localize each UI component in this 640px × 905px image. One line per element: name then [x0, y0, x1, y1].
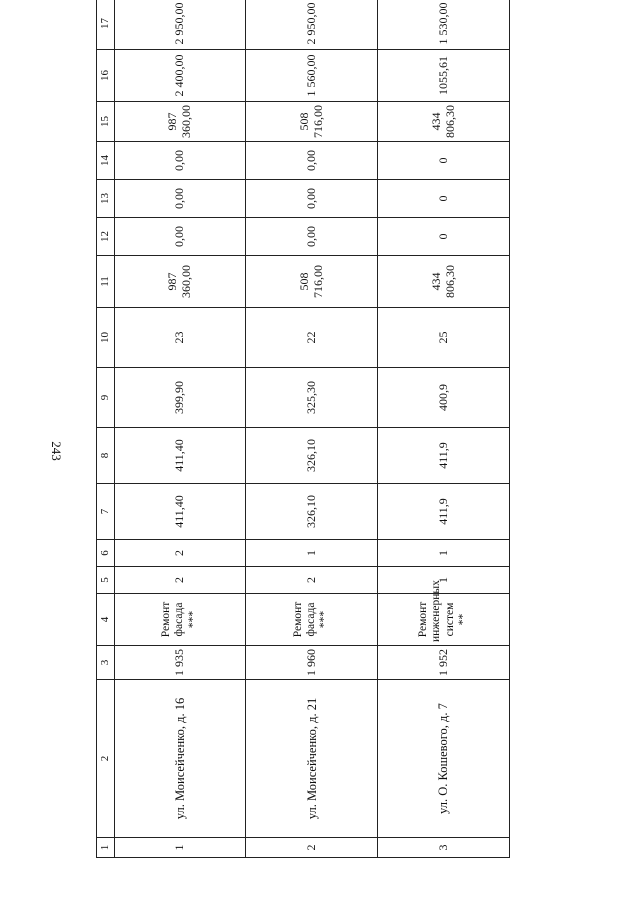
row-number: 2	[246, 838, 378, 858]
address-cell: ул. Моисейченко, д. 21	[246, 680, 378, 838]
value-cell: 326,10	[246, 428, 378, 484]
value-cell: 411,9	[378, 428, 510, 484]
col-header: 14	[97, 142, 115, 180]
value-cell: 1	[378, 540, 510, 567]
value-cell: 0	[378, 142, 510, 180]
col-header: 1	[97, 838, 115, 858]
header-row	[97, 0, 115, 858]
col-header: 10	[97, 308, 115, 368]
value-cell: 2 950,00	[246, 0, 378, 50]
value-cell: 2	[114, 567, 246, 594]
col-header: 8	[97, 428, 115, 484]
value-cell: 411,9	[378, 484, 510, 540]
value-cell: 1 560,00	[246, 50, 378, 102]
value-cell: 2 950,00	[114, 0, 246, 50]
value-cell: 0,00	[114, 218, 246, 256]
value-cell: 508 716,00	[246, 256, 378, 308]
value-cell: 434 806,30	[378, 256, 510, 308]
value-cell: 1	[246, 540, 378, 567]
value-cell: 0,00	[246, 142, 378, 180]
col-header: 5	[97, 567, 115, 594]
work-type-cell: Ремонт инженерных систем **	[378, 594, 510, 646]
table-row	[114, 0, 246, 858]
value-cell: 2	[114, 540, 246, 567]
address-cell: ул. Моисейченко, д. 16	[114, 680, 246, 838]
value-cell: 0,00	[246, 180, 378, 218]
value-cell: 0,00	[114, 180, 246, 218]
repair-program-table	[96, 0, 510, 858]
address-cell: ул. О. Кошевого, д. 7	[378, 680, 510, 838]
value-cell: 411,40	[114, 484, 246, 540]
col-header: 7	[97, 484, 115, 540]
row-number: 1	[114, 838, 246, 858]
value-cell: 1055,61	[378, 50, 510, 102]
value-cell: 0	[378, 180, 510, 218]
value-cell: 1	[378, 567, 510, 594]
value-cell: 400,9	[378, 368, 510, 428]
col-header: 6	[97, 540, 115, 567]
col-header: 15	[97, 102, 115, 142]
col-header: 2	[97, 680, 115, 838]
value-cell: 325,30	[246, 368, 378, 428]
value-cell: 399,90	[114, 368, 246, 428]
value-cell: 22	[246, 308, 378, 368]
col-header: 12	[97, 218, 115, 256]
value-cell: 508 716,00	[246, 102, 378, 142]
page-number: 243	[49, 441, 64, 461]
col-header: 3	[97, 646, 115, 680]
value-cell: 0,00	[114, 142, 246, 180]
value-cell: 0	[378, 218, 510, 256]
value-cell: 411,40	[114, 428, 246, 484]
col-header: 4	[97, 594, 115, 646]
table-row	[378, 0, 510, 858]
work-type-cell: Ремонт фасада ***	[114, 594, 246, 646]
value-cell: 987 360,00	[114, 102, 246, 142]
value-cell: 0,00	[246, 218, 378, 256]
col-header: 13	[97, 180, 115, 218]
rotated-table-container	[96, 2, 510, 858]
value-cell: 326,10	[246, 484, 378, 540]
row-number: 3	[378, 838, 510, 858]
year-cell: 1 952	[378, 646, 510, 680]
value-cell: 25	[378, 308, 510, 368]
work-type-cell: Ремонт фасада ***	[246, 594, 378, 646]
year-cell: 1 935	[114, 646, 246, 680]
value-cell: 434 806,30	[378, 102, 510, 142]
col-header: 16	[97, 50, 115, 102]
col-header: 9	[97, 368, 115, 428]
value-cell: 2 400,00	[114, 50, 246, 102]
value-cell: 987 360,00	[114, 256, 246, 308]
year-cell: 1 960	[246, 646, 378, 680]
col-header: 11	[97, 256, 115, 308]
value-cell: 23	[114, 308, 246, 368]
table-row	[246, 0, 378, 858]
value-cell: 2	[246, 567, 378, 594]
col-header: 17	[97, 0, 115, 50]
value-cell: 1 530,00	[378, 0, 510, 50]
rotated-table-frame	[96, 2, 510, 858]
